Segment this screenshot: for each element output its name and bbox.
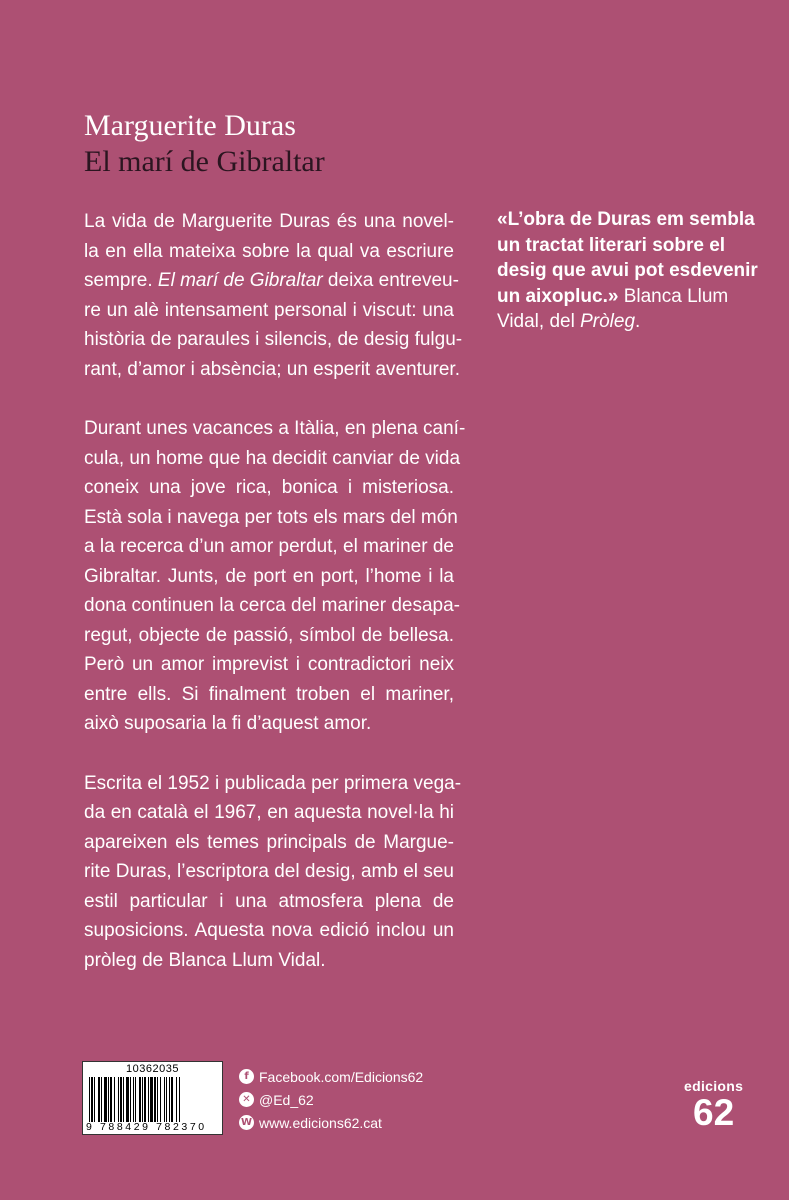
synopsis-line: da en català el 1967, en aquesta novel·la hi — [84, 802, 454, 823]
synopsis-line: regut, objecte de passió, símbol de bellesa. — [84, 624, 454, 646]
blurb-quote — [497, 207, 767, 335]
synopsis-line: a la recerca d’un amor perdut, el mariner de — [84, 536, 454, 557]
synopsis-paragraph — [84, 414, 466, 739]
publisher-number: 62 — [693, 1092, 735, 1133]
synopsis — [84, 207, 466, 1005]
synopsis-line: això suposaria la fi d’aquest amor. — [84, 713, 372, 734]
quote-line: un tractat literari sobre el — [497, 234, 726, 256]
synopsis-line: Està sola i navega per tots els mars del món — [84, 506, 458, 528]
barcode-bars — [89, 1077, 218, 1122]
synopsis-line: Gibraltar. Junts, de port en port, l’home i la — [84, 565, 454, 587]
x-icon: ✕ — [239, 1092, 254, 1107]
synopsis-line: coneix una jove rica, bonica i misteriosa. — [84, 477, 454, 498]
facebook-icon: f — [239, 1069, 254, 1084]
synopsis-line: cula, un home que ha decidit canviar de vida — [84, 447, 461, 469]
social-web[interactable] — [239, 1111, 423, 1134]
web-link[interactable]: www.edicions62.cat — [259, 1114, 382, 1131]
synopsis-line: estil particular i una atmosfera plena de — [84, 890, 454, 912]
synopsis-line: La vida de Marguerite Duras és una novel- — [84, 211, 454, 232]
synopsis-line: rite Duras, l’escriptora del desig, amb el seu — [84, 861, 454, 882]
synopsis-line: pròleg de Blanca Llum Vidal. — [84, 949, 326, 971]
social-x[interactable] — [239, 1088, 423, 1111]
quote-line: «L’obra de Duras em sembla — [497, 209, 755, 230]
social-facebook[interactable] — [239, 1065, 423, 1088]
quote-attribution: Vidal, del — [497, 311, 581, 332]
quote-line: desig que avui pot esdevenir — [497, 260, 758, 281]
synopsis-line: re un alè intensament personal i viscut: una — [84, 299, 454, 321]
synopsis-line: Però un amor imprevist i contradictori neix — [84, 654, 454, 675]
synopsis-line: apareixen els temes principals de Margue- — [84, 831, 454, 853]
synopsis-line: entre ells. Si finalment troben el mariner, — [84, 683, 454, 705]
publisher-word: edicions — [684, 1078, 744, 1094]
synopsis-line: suposicions. Aquesta nova edició inclou un — [84, 920, 454, 941]
barcode-ean: 9 788429 782370 — [86, 1121, 207, 1133]
synopsis-line: Escrita el 1952 i publicada per primera vega- — [84, 772, 462, 794]
book-header — [84, 108, 325, 180]
book-title-italic: El marí de Gibraltar — [157, 270, 323, 291]
quote-line: un aixopluc.» — [497, 285, 619, 307]
synopsis-line: sempre. El marí de Gibraltar deixa entreveu- — [84, 270, 459, 291]
quote-source: Pròleg — [580, 311, 636, 332]
synopsis-paragraph — [84, 207, 463, 384]
web-icon: W — [240, 1117, 253, 1128]
x-link[interactable]: @Ed_62 — [259, 1091, 314, 1108]
synopsis-line: rant, d’amor i absència; un esperit aventurer. — [84, 358, 460, 380]
social-links — [239, 1065, 423, 1134]
barcode-internal-number: 10362035 — [126, 1063, 179, 1075]
synopsis-line: la en ella mateixa sobre la qual va escriure — [84, 240, 454, 262]
book-title: El marí de Gibraltar — [84, 145, 325, 178]
synopsis-line: Durant unes vacances a Itàlia, en plena caní- — [84, 418, 466, 439]
publisher-logo — [684, 1078, 743, 1132]
author-name: Marguerite Duras — [84, 109, 296, 142]
synopsis-line: dona continuen la cerca del mariner desapa- — [84, 595, 461, 616]
quote-period: . — [635, 311, 641, 332]
synopsis-paragraph — [84, 769, 462, 976]
synopsis-line: història de paraules i silencis, de desig fulgu- — [84, 329, 463, 350]
facebook-link[interactable]: Facebook.com/Edicions62 — [259, 1068, 424, 1085]
barcode — [82, 1061, 223, 1135]
quote-attribution: Blanca Llum — [618, 285, 729, 307]
